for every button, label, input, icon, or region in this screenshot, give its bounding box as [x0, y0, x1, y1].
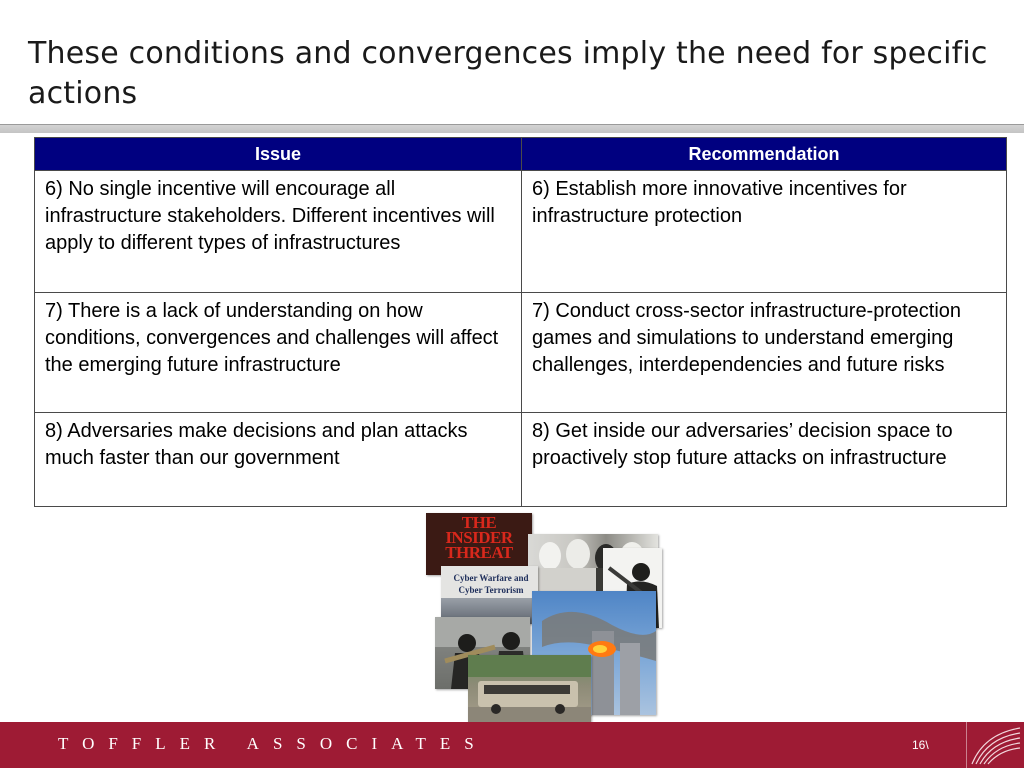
table-row	[35, 171, 1007, 293]
table-header-row	[35, 138, 1007, 171]
recommendation-cell: 6) Establish more innovative incentives for infrastructure protection	[522, 171, 1007, 293]
title-divider	[0, 124, 1024, 133]
slide-title: These conditions and convergences imply the need for specific actions	[28, 36, 988, 111]
recommendation-column-header: Recommendation	[522, 138, 1007, 171]
issues-table	[34, 137, 1007, 507]
recommendation-cell: 8) Get inside our adversaries’ decision space to proactively stop future attacks on infrastructure	[522, 413, 1007, 507]
book-title-line: THE	[461, 513, 497, 532]
footer-bar	[0, 722, 1024, 768]
issue-cell: 7) There is a lack of understanding on how conditions, convergences and challenges will affect the emerging future infrastructure	[35, 293, 522, 413]
bombed-bus-illustration	[468, 655, 591, 722]
table-row	[35, 293, 1007, 413]
cyber-warfare-book-cover	[441, 566, 538, 624]
book-title-line: THREAT	[445, 543, 513, 562]
book-title-line: INSIDER	[445, 528, 513, 547]
logo-swoosh-icon	[968, 724, 1022, 766]
brand-wordmark: TOFFLER ASSOCIATES	[58, 734, 488, 753]
table-row	[35, 413, 1007, 507]
page-number: 16\	[912, 738, 929, 752]
book-title-line: Cyber Warfare and	[453, 573, 529, 583]
issue-cell: 8) Adversaries make decisions and plan attacks much faster than our government	[35, 413, 522, 507]
issue-cell: 6) No single incentive will encourage all infrastructure stakeholders. Different incentives will apply to different types of infrastructures	[35, 171, 522, 293]
book-title-line: Cyber Terrorism	[458, 585, 524, 595]
issue-column-header: Issue	[35, 138, 522, 171]
footer-divider	[966, 722, 967, 768]
recommendation-cell: 7) Conduct cross-sector infrastructure-protection games and simulations to understand emerging challenges, interdependencies and future risks	[522, 293, 1007, 413]
bombed-bus-photo	[468, 655, 591, 722]
